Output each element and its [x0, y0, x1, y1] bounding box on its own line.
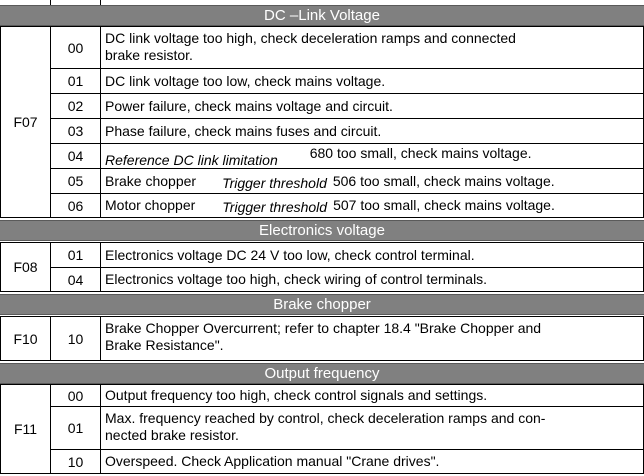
- parameter-name: Trigger threshold: [222, 199, 328, 215]
- subcode: 02: [50, 93, 101, 119]
- subcode: 04: [50, 267, 101, 292]
- subcode: 04: [50, 143, 101, 169]
- description-text: Motor chopper: [105, 197, 196, 213]
- fault-description: Electronics voltage DC 24 V too low, check control terminal.: [100, 242, 644, 268]
- parameter-name: Reference DC link limitation: [105, 151, 278, 168]
- subcode: 01: [50, 242, 101, 268]
- subcode: 03: [50, 118, 101, 144]
- section-title: Output frequency: [264, 365, 380, 382]
- fault-description: Power failure, check mains voltage and circuit.: [100, 93, 644, 119]
- subcode: 00: [50, 384, 101, 407]
- subcode: 01: [50, 68, 101, 94]
- subcode: 05: [50, 168, 101, 194]
- fault-description: [100, 193, 644, 218]
- fault-description: [100, 316, 644, 361]
- subcode: 10: [50, 449, 101, 474]
- subcode: 06: [50, 193, 101, 218]
- fault-code-f11: F11: [0, 384, 50, 474]
- fault-description: Phase failure, check mains fuses and circuit.: [100, 118, 644, 144]
- parameter-name: Trigger threshold: [222, 174, 327, 191]
- description-line: Max. frequency reached by control, check deceleration ramps and con-: [105, 410, 546, 426]
- fault-code-f08: F08: [0, 242, 50, 292]
- fault-description: Overspeed. Check Application manual "Crane drives".: [100, 449, 644, 474]
- section-header-electronics: [0, 220, 644, 241]
- section-title: Brake chopper: [273, 296, 371, 313]
- section-title: Electronics voltage: [259, 222, 385, 239]
- description-line: DC link voltage too high, check deceleration ramps and connected: [105, 30, 516, 46]
- description-text: 680 too small, check mains voltage.: [309, 144, 532, 161]
- section-header-brake-chopper: [0, 294, 644, 315]
- subcode: 00: [50, 26, 101, 69]
- fault-description: Electronics voltage too high, check wiring of control terminals.: [100, 267, 644, 292]
- section-header-output-frequency: [0, 363, 644, 384]
- fault-description: Output frequency too high, check control signals and settings.: [100, 384, 644, 407]
- description-text: 507 too small, check mains voltage.: [333, 197, 555, 213]
- subcode: 01: [50, 406, 101, 450]
- fault-description: [100, 26, 644, 69]
- fault-code-f07: F07: [0, 26, 50, 218]
- subcode: 10: [50, 316, 101, 361]
- description-text: Brake chopper: [105, 172, 197, 189]
- description-line: brake resistor.: [105, 47, 193, 63]
- fault-description: [100, 168, 644, 194]
- description-line: nected brake resistor.: [105, 427, 239, 443]
- fault-description: DC link voltage too low, check mains voltage.: [100, 68, 644, 94]
- fault-description: [100, 143, 644, 169]
- description-text: 506 too small, check mains voltage.: [332, 172, 555, 189]
- fault-code-f10: F10: [0, 316, 50, 361]
- section-header-dc-link: [0, 5, 644, 26]
- fault-description: [100, 406, 644, 450]
- section-title: DC –Link Voltage: [264, 7, 380, 24]
- description-line: Brake Chopper Overcurrent; refer to chapter 18.4 "Brake Chopper and: [105, 320, 542, 336]
- description-line: Brake Resistance".: [105, 337, 224, 353]
